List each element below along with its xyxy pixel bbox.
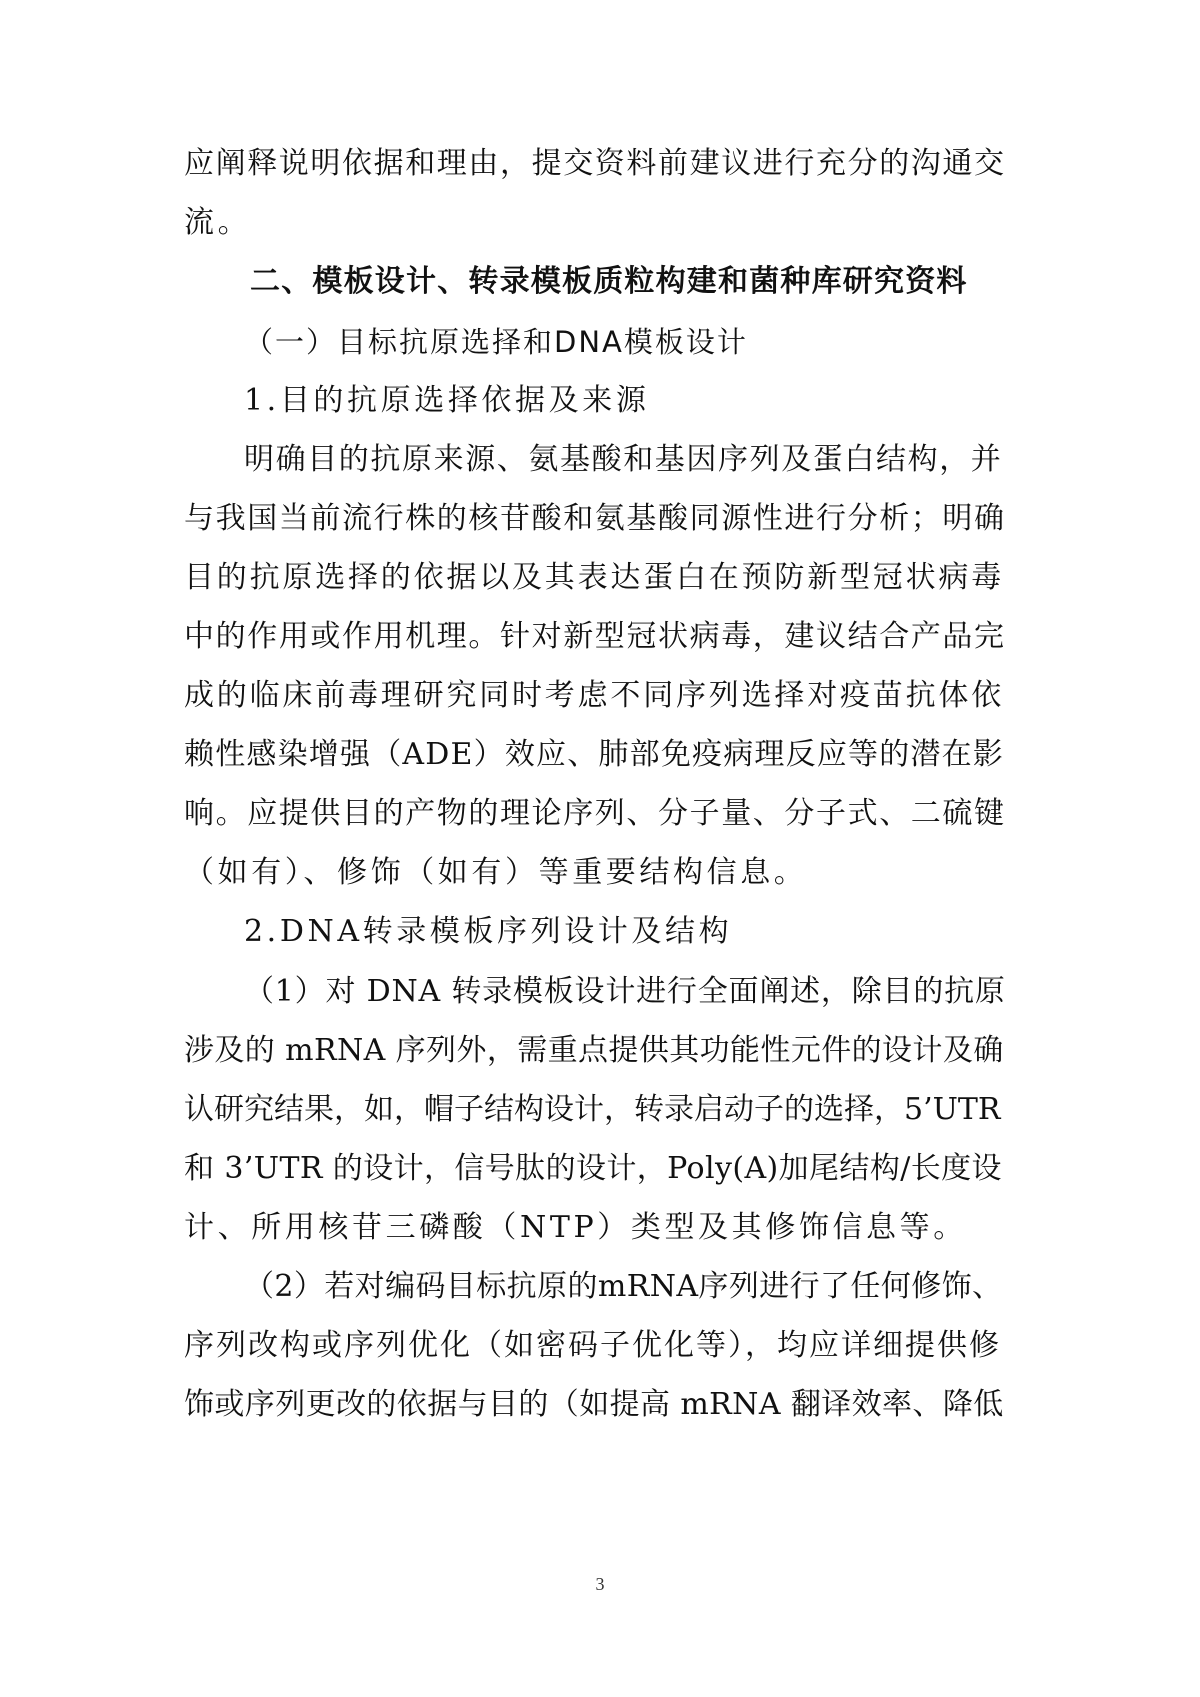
- para-1-line-3: 目的抗原选择的依据以及其表达蛋白在预防新型冠状病毒: [184, 560, 1004, 595]
- para-1-line-1: 明确目的抗原来源、氨基酸和基因序列及蛋白结构，并: [244, 442, 1003, 477]
- para-1-line-5: 成的临床前毒理研究同时考虑不同序列选择对疫苗抗体依: [184, 678, 1004, 713]
- para-2-line-2: 涉及的 mRNA 序列外，需重点提供其功能性元件的设计及确: [184, 1033, 1004, 1068]
- para-2-line-5: 计、所用核苷三磷酸（NTP）类型及其修饰信息等。: [184, 1210, 967, 1245]
- subsection-heading: （一）目标抗原选择和DNA模板设计: [244, 325, 748, 359]
- para-2-line-4: 和 3’UTR 的设计，信号肽的设计，Poly(A)加尾结构/长度设: [184, 1151, 1002, 1186]
- para-3-line-3: 饰或序列更改的依据与目的（如提高 mRNA 翻译效率、降低: [184, 1387, 1004, 1422]
- section-heading: 二、模板设计、转录模板质粒构建和菌种库研究资料: [250, 264, 968, 299]
- para-2-line-1: （1）对 DNA 转录模板设计进行全面阐述，除目的抗原: [244, 974, 1006, 1009]
- para-3-line-2: 序列改构或序列优化（如密码子优化等），均应详细提供修: [184, 1328, 1001, 1363]
- para-1-line-2: 与我国当前流行株的核苷酸和氨基酸同源性进行分析；明确: [184, 501, 1006, 536]
- intro-line-1: 应阐释说明依据和理由，提交资料前建议进行充分的沟通交: [184, 146, 1006, 181]
- item-2-title: 2.DNA转录模板序列设计及结构: [244, 914, 733, 949]
- para-1-line-7: 响。应提供目的产物的理论序列、分子量、分子式、二硫键: [184, 796, 1006, 831]
- intro-line-2: 流。: [184, 205, 252, 240]
- item-1-title: 1.目的抗原选择依据及来源: [244, 383, 650, 418]
- para-1-line-8: （如有）、修饰（如有）等重要结构信息。: [184, 855, 808, 890]
- para-2-line-3: 认研究结果，如，帽子结构设计，转录启动子的选择，5’UTR: [184, 1092, 1001, 1127]
- page-number: 3: [595, 1574, 605, 1594]
- para-3-line-1: （2）若对编码目标抗原的mRNA序列进行了任何修饰、: [244, 1269, 1003, 1304]
- para-1-line-4: 中的作用或作用机理。针对新型冠状病毒，建议结合产品完: [184, 619, 1006, 654]
- para-1-line-6: 赖性感染增强（ADE）效应、肺部免疫病理反应等的潜在影: [184, 737, 1005, 772]
